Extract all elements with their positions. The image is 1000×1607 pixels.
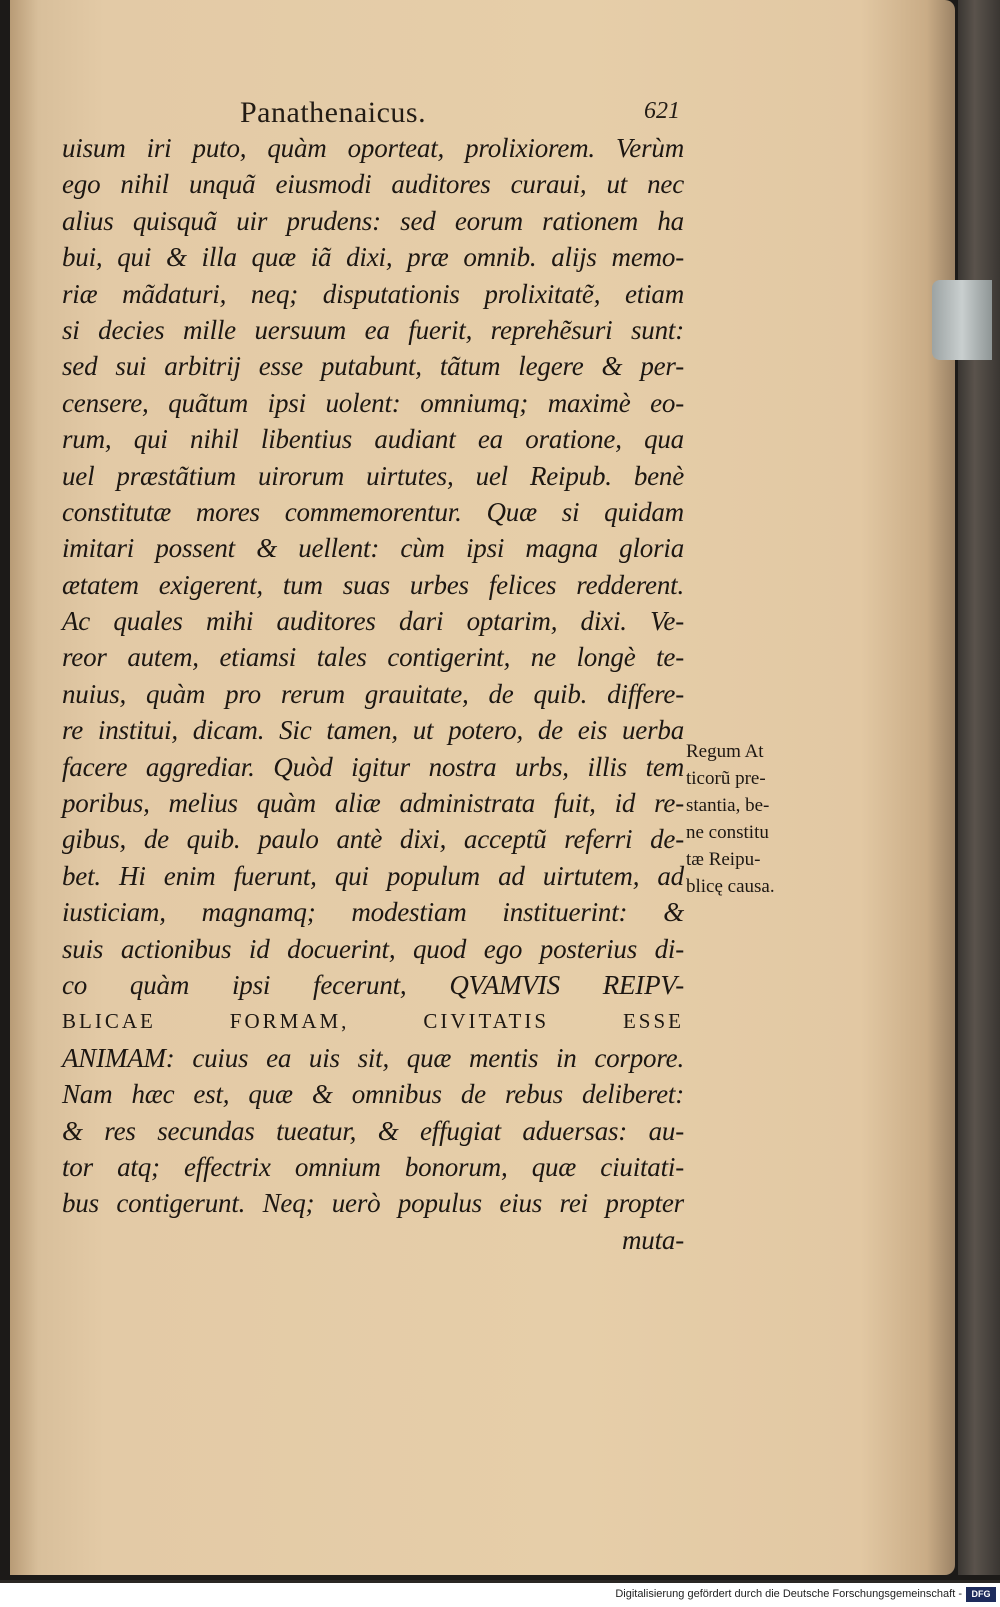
text-line: tor atq; effectrix omnium bonorum, quæ ciuitati- <box>62 1151 684 1182</box>
text-line: censere, quãtum ipsi uolent: omniumq; maximè eo- <box>62 387 684 418</box>
margin-note-line: tæ Reipu- <box>686 849 761 870</box>
catchword: muta- <box>622 1224 684 1255</box>
text-line: imitari possent & uellent: cùm ipsi magna gloria <box>62 533 684 564</box>
text-line: reor autem, etiamsi tales contigerint, ne longè te- <box>62 642 684 673</box>
text-line: sed sui arbitrij esse putabunt, tãtum legere & per- <box>62 351 684 382</box>
page-number: 621 <box>644 98 680 124</box>
text-line: alius quisquã uir prudens: sed eorum rationem ha <box>62 205 684 236</box>
margin-note-line: blicę causa. <box>686 876 775 897</box>
running-title: Panathenaicus. <box>240 96 427 129</box>
text-line: Ac quales mihi auditores dari optarim, dixi. Ve- <box>62 606 684 637</box>
text-line: nuius, quàm pro rerum grauitate, de quib. differe- <box>62 678 684 709</box>
text-line: facere aggrediar. Quòd igitur nostra urbs, illis tem <box>62 751 684 782</box>
margin-note-line: ne constitu <box>686 822 769 843</box>
text-line: ANIMAM: cuius ea uis sit, quæ mentis in corpore. <box>62 1042 684 1073</box>
text-line: bet. Hi enim fuerunt, qui populum ad uirtutem, ad <box>62 860 684 891</box>
text-line-capitals: BLICAE FORMAM, CIVITATIS ESSE <box>62 1009 684 1034</box>
dfg-logo: DFG <box>966 1587 996 1602</box>
text-line: bus contigerunt. Neq; uerò populus eius rei propter <box>62 1188 684 1219</box>
text-line: uel præstãtium uirorum uirtutes, uel Reipub. benè <box>62 460 684 491</box>
book-edge <box>958 0 1000 1575</box>
text-line: & res secundas tueatur, & effugiat aduersas: au- <box>62 1115 684 1146</box>
text-line: gibus, de quib. paulo antè dixi, acceptũ referri de- <box>62 824 684 855</box>
text-line: re institui, dicam. Sic tamen, ut potero, de eis uerba <box>62 715 684 746</box>
text-line: Nam hæc est, quæ & omnibus de rebus deliberet: <box>62 1079 684 1110</box>
body-text <box>62 130 684 1258</box>
text-line: ætatem exigerent, tum suas urbes felices redderent. <box>62 569 684 600</box>
text-line: iusticiam, magnamq; modestiam instituerint: & <box>62 897 684 928</box>
book-page <box>10 0 955 1575</box>
text-line: uisum iri puto, quàm oporteat, prolixiorem. Verùm <box>62 133 684 163</box>
text-line: rum, qui nihil libentius audiant ea oratione, qua <box>62 424 684 455</box>
footer-bar <box>0 1583 1000 1607</box>
text-line: constitutæ mores commemorentur. Quæ si quidam <box>62 496 684 527</box>
text-line: ego nihil unquã eiusmodi auditores curaui, ut nec <box>62 169 684 200</box>
text-line: poribus, melius quàm aliæ administrata fuit, id re- <box>62 788 684 819</box>
margin-note-line: ticorũ pre- <box>686 768 766 789</box>
text-line: bui, qui & illa quæ iã dixi, præ omnib. alijs memo- <box>62 242 684 273</box>
text-line: suis actionibus id docuerint, quod ego posterius di- <box>62 933 684 964</box>
text-line: co quàm ipsi fecerunt, QVAMVIS REIPV- <box>62 969 684 1000</box>
margin-note <box>686 738 816 900</box>
funding-credit: Digitalisierung gefördert durch die Deutsche Forschungsgemeinschaft - <box>615 1588 962 1600</box>
page-clip <box>932 280 992 360</box>
text-line: si decies mille uersuum ea fuerit, reprehẽsuri sunt: <box>62 314 684 345</box>
margin-note-line: stantia, be- <box>686 795 770 816</box>
text-line: riæ mãdaturi, neq; disputationis prolixitatẽ, etiam <box>62 278 684 309</box>
margin-note-line: Regum At <box>686 741 764 762</box>
